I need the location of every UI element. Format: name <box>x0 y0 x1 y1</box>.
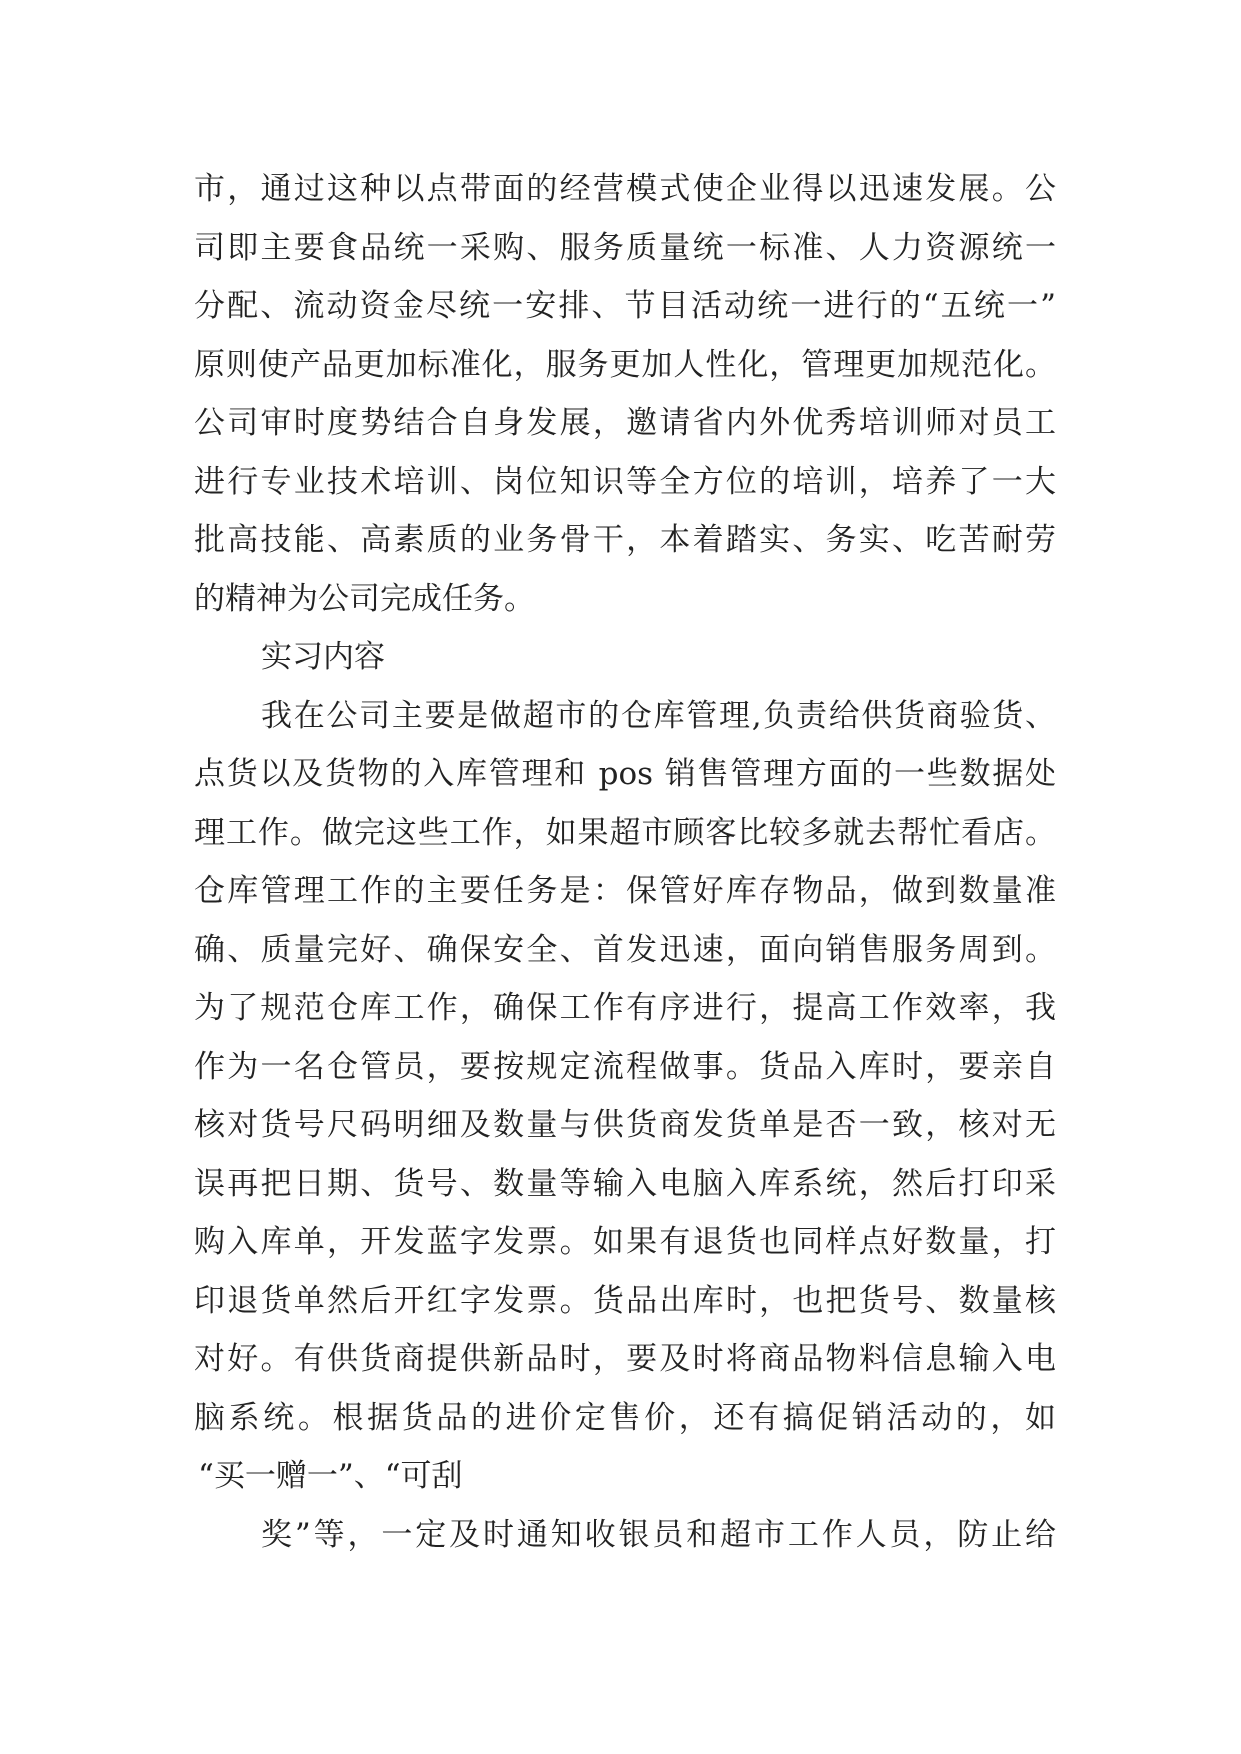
text-line: 公司审时度势结合自身发展，邀请省内外优秀培训师对员工 <box>194 405 1056 441</box>
text-line: 误再把日期、货号、数量等输入电脑入库系统，然后打印采 <box>194 1165 1056 1202</box>
text-line: 分配、流动资金尽统一安排、节目活动统一进行的“五统一” <box>194 288 1056 324</box>
text-line: 对好。有供货商提供新品时，要及时将商品物料信息输入电 <box>194 1341 1056 1377</box>
text-line: 原则使产品更加标准化，服务更加人性化，管理更加规范化。 <box>194 346 1056 383</box>
text-line: 核对货号尺码明细及数量与供货商发货单是否一致，核对无 <box>194 1107 1056 1143</box>
text-line: 作为一名仓管员，要按规定流程做事。货品入库时，要亲自 <box>194 1048 1056 1085</box>
text-line: 印退货单然后开红字发票。货品出库时，也把货号、数量核 <box>194 1282 1056 1319</box>
body-text <box>194 160 1056 1564</box>
text-line: 奖”等，一定及时通知收银员和超市工作人员，防止给 <box>261 1516 1056 1553</box>
text-line: “买一赠一”、“可刮 <box>198 1458 463 1494</box>
text-line: 为了规范仓库工作，确保工作有序进行，提高工作效率，我 <box>194 990 1056 1026</box>
text-line: 批高技能、高素质的业务骨干，本着踏实、务实、吃苦耐劳 <box>194 522 1056 558</box>
text-line: 仓库管理工作的主要任务是：保管好库存物品，做到数量准 <box>194 873 1056 909</box>
text-line: 确、质量完好、确保安全、首发迅速，面向销售服务周到。 <box>194 931 1056 968</box>
text-line: 购入库单，开发蓝字发票。如果有退货也同样点好数量，打 <box>194 1224 1056 1260</box>
section-heading: 实习内容 <box>261 639 385 675</box>
text-line: 的精神为公司完成任务。 <box>194 580 535 617</box>
text-line: 点货以及货物的入库管理和 pos 销售管理方面的一些数据处 <box>194 756 1056 792</box>
text-line: 进行专业技术培训、岗位知识等全方位的培训，培养了一大 <box>194 463 1056 500</box>
text-line: 理工作。做完这些工作，如果超市顾客比较多就去帮忙看店。 <box>194 814 1056 851</box>
text-line: 脑系统。根据货品的进价定售价，还有搞促销活动的，如 <box>194 1399 1056 1436</box>
text-line: 司即主要食品统一采购、服务质量统一标准、人力资源统一 <box>194 229 1056 266</box>
text-line: 我在公司主要是做超市的仓库管理,负责给供货商验货、 <box>261 697 1056 734</box>
text-line: 市，通过这种以点带面的经营模式使企业得以迅速发展。公 <box>194 171 1056 207</box>
